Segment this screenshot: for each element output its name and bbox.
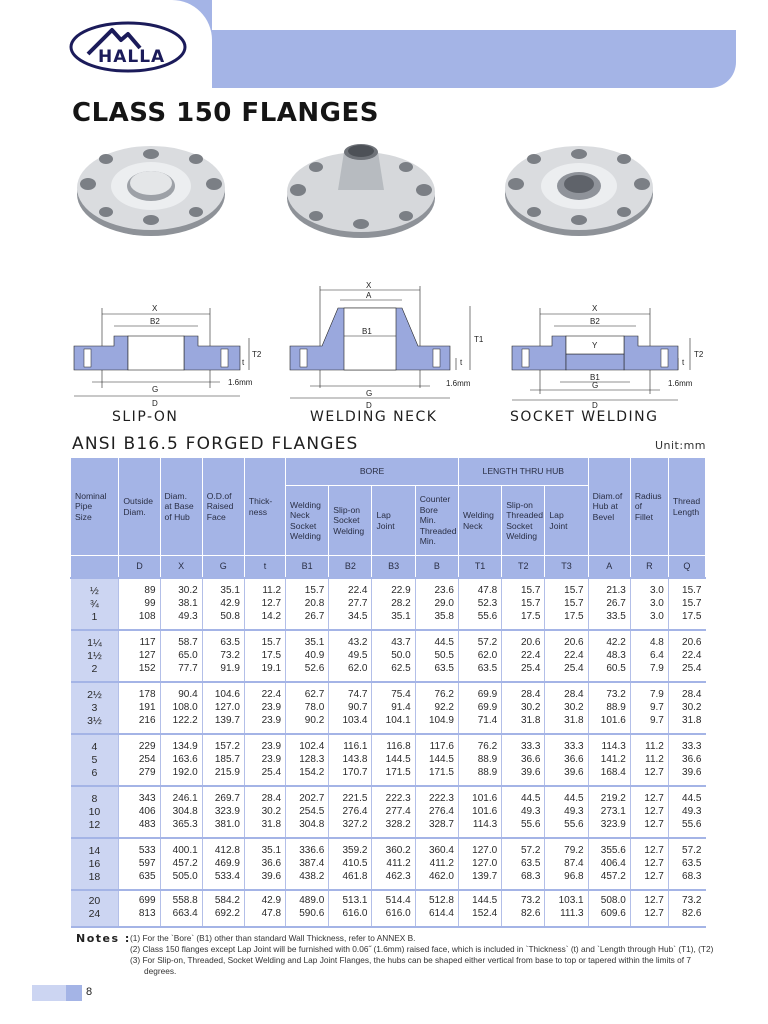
table-cell: 116.8 144.5 171.5 — [372, 734, 415, 786]
table-cell: 33.3 36.6 39.6 — [668, 734, 705, 786]
notes-heading: Notes : — [76, 932, 131, 945]
halla-logo — [68, 20, 188, 74]
column-symbol: X — [160, 556, 202, 578]
svg-text:X: X — [152, 304, 158, 313]
table-cell: 44.5 49.3 55.6 — [668, 786, 705, 838]
col-label-length-slip-on: Slip-on Threaded Socket Welding — [502, 486, 545, 556]
svg-text:B1: B1 — [362, 327, 372, 336]
col-label-nominal-pipe-size: Nominal Pipe Size — [71, 458, 119, 556]
svg-text:G: G — [592, 381, 599, 390]
svg-text:T2: T2 — [252, 350, 262, 359]
col-label-bore-welding-neck: Welding Neck Socket Welding — [286, 486, 329, 556]
page-number: 8 — [86, 986, 93, 998]
svg-text:X: X — [592, 304, 598, 313]
table-cell: 76.2 92.2 104.9 — [415, 682, 458, 734]
table-cell: 117.6 144.5 171.5 — [415, 734, 458, 786]
table-cell: 57.2 63.5 68.3 — [502, 838, 545, 890]
table-cell: 699 813 — [119, 890, 160, 927]
col-label-diam-hub-bevel: Diam.of Hub at Bevel — [588, 458, 630, 556]
table-cell: 30.2 38.1 49.3 — [160, 578, 202, 630]
pipe-size-cell: 2½ 3 3½ — [71, 682, 119, 734]
table-cell: 489.0 590.6 — [286, 890, 329, 927]
table-cell: 513.1 616.0 — [329, 890, 372, 927]
pipe-size-cell: ½ ¾ 1 — [71, 578, 119, 630]
symbol-blank — [71, 556, 119, 578]
socket-welding-drawing — [500, 278, 715, 410]
col-label-bore-slip-on: Slip-on Socket Welding — [329, 486, 372, 556]
column-symbol: B3 — [372, 556, 415, 578]
table-cell: 28.4 30.2 31.8 — [244, 786, 285, 838]
table-cell: 359.2 410.5 461.8 — [329, 838, 372, 890]
table-cell: 33.3 36.6 39.6 — [502, 734, 545, 786]
table-cell: 222.3 277.4 328.2 — [372, 786, 415, 838]
pipe-size-cell: 20 24 — [71, 890, 119, 927]
table-cell: 222.3 276.4 328.7 — [415, 786, 458, 838]
pipe-size-cell: 8 10 12 — [71, 786, 119, 838]
col-label-length-welding-neck: Welding Neck — [458, 486, 501, 556]
table-cell: 144.5 152.4 — [458, 890, 501, 927]
notes-list — [130, 933, 720, 977]
table-cell: 28.4 30.2 31.8 — [502, 682, 545, 734]
table-cell: 20.6 22.4 25.4 — [545, 630, 588, 682]
svg-text:1.6mm: 1.6mm — [446, 379, 471, 388]
svg-text:D: D — [152, 399, 158, 408]
note-item: (1) For the `Bore` (B1) other than standard Wall Thickness, refer to ANNEX B. — [130, 933, 416, 943]
table-cell: 12.7 12.7 — [630, 890, 668, 927]
table-cell: 355.6 406.4 457.2 — [588, 838, 630, 890]
table-cell: 229 254 279 — [119, 734, 160, 786]
table-cell: 101.6 101.6 114.3 — [458, 786, 501, 838]
table-cell: 90.4 108.0 122.2 — [160, 682, 202, 734]
group-header-bore: BORE — [286, 458, 459, 486]
table-row-group — [71, 682, 706, 734]
svg-text:A: A — [366, 291, 372, 300]
col-label-counter-bore: Counter Bore Min. Threaded Min. — [415, 486, 458, 556]
svg-text:Y: Y — [592, 341, 598, 350]
table-cell: 63.5 73.2 91.9 — [202, 630, 244, 682]
table-cell: 178 191 216 — [119, 682, 160, 734]
svg-text:G: G — [152, 385, 159, 394]
slip-on-drawing — [62, 278, 272, 410]
table-cell: 47.8 52.3 55.6 — [458, 578, 501, 630]
table-cell: 512.8 614.4 — [415, 890, 458, 927]
table-cell: 89 99 108 — [119, 578, 160, 630]
table-cell: 57.2 63.5 68.3 — [668, 838, 705, 890]
welding-neck-flange-photo — [282, 132, 440, 242]
table-cell: 20.6 22.4 25.4 — [668, 630, 705, 682]
logo-text: HALLA — [98, 47, 166, 67]
table-cell: 75.4 91.4 104.1 — [372, 682, 415, 734]
table-cell: 11.2 11.2 12.7 — [630, 734, 668, 786]
table-cell: 400.1 457.2 505.0 — [160, 838, 202, 890]
table-cell: 74.7 90.7 103.4 — [329, 682, 372, 734]
table-cell: 514.4 616.0 — [372, 890, 415, 927]
table-cell: 360.4 411.2 462.0 — [415, 838, 458, 890]
svg-text:1.6mm: 1.6mm — [228, 378, 253, 387]
table-cell: 584.2 692.2 — [202, 890, 244, 927]
table-cell: 558.8 663.4 — [160, 890, 202, 927]
table-row-group — [71, 838, 706, 890]
col-label-radius-fillet: Radius of Fillet — [630, 458, 668, 556]
table-cell: 360.2 411.2 462.3 — [372, 838, 415, 890]
svg-text:t: t — [682, 358, 685, 367]
table-cell: 117 127 152 — [119, 630, 160, 682]
table-cell: 102.4 128.3 154.2 — [286, 734, 329, 786]
svg-text:B2: B2 — [590, 317, 600, 326]
table-cell: 12.7 12.7 12.7 — [630, 786, 668, 838]
table-cell: 134.9 163.6 192.0 — [160, 734, 202, 786]
table-cell: 127.0 127.0 139.7 — [458, 838, 501, 890]
note-item: (2) Class 150 flanges except Lap Joint will be furnished with 0.06˝ (1.6mm) raised face, which is included in `Thickness` (t) and `Length through Hub` (T1), (T2) — [130, 944, 714, 954]
table-header — [71, 458, 706, 578]
table-cell: 15.7 17.5 19.1 — [244, 630, 285, 682]
table-cell: 15.7 20.8 26.7 — [286, 578, 329, 630]
table-cell: 116.1 143.8 170.7 — [329, 734, 372, 786]
table-cell: 7.9 9.7 9.7 — [630, 682, 668, 734]
table-cell: 15.7 15.7 17.5 — [545, 578, 588, 630]
svg-text:1.6mm: 1.6mm — [668, 379, 693, 388]
table-cell: 21.3 26.7 33.5 — [588, 578, 630, 630]
table-row-group — [71, 890, 706, 927]
col-label-od-raised-face: O.D.of Raised Face — [202, 458, 244, 556]
table-cell: 114.3 141.2 168.4 — [588, 734, 630, 786]
table-cell: 157.2 185.7 215.9 — [202, 734, 244, 786]
table-cell: 33.3 36.6 39.6 — [545, 734, 588, 786]
table-cell: 44.5 49.3 55.6 — [502, 786, 545, 838]
footer-block — [66, 985, 82, 1001]
table-row-group — [71, 786, 706, 838]
svg-text:G: G — [366, 389, 373, 398]
svg-text:D: D — [592, 401, 598, 410]
column-symbol: T1 — [458, 556, 501, 578]
table-cell: 42.9 47.8 — [244, 890, 285, 927]
table-cell: 15.7 15.7 17.5 — [668, 578, 705, 630]
column-symbol: D — [119, 556, 160, 578]
column-symbols-row — [71, 556, 706, 578]
table-cell: 269.7 323.9 381.0 — [202, 786, 244, 838]
slip-on-flange-photo — [72, 132, 230, 242]
column-symbol: R — [630, 556, 668, 578]
table-cell: 62.7 78.0 90.2 — [286, 682, 329, 734]
caption-socket-welding: SOCKET WELDING — [510, 409, 659, 425]
table-cell: 15.7 15.7 17.5 — [502, 578, 545, 630]
column-symbol: B — [415, 556, 458, 578]
table-cell: 104.6 127.0 139.7 — [202, 682, 244, 734]
welding-neck-drawing — [280, 278, 500, 410]
column-symbol: T2 — [502, 556, 545, 578]
table-cell: 73.2 82.6 — [502, 890, 545, 927]
table-cell: 69.9 69.9 71.4 — [458, 682, 501, 734]
col-label-outside-diam: Outside Diam. — [119, 458, 160, 556]
pipe-size-cell: 14 16 18 — [71, 838, 119, 890]
table-cell: 28.4 30.2 31.8 — [668, 682, 705, 734]
table-cell: 35.1 42.9 50.8 — [202, 578, 244, 630]
table-cell: 43.7 50.0 62.5 — [372, 630, 415, 682]
svg-text:T2: T2 — [694, 350, 704, 359]
note-item: (3) For Slip-on, Threaded, Socket Welding and Lap Joint Flanges, the hubs can be shaped either vertical from base to top or tapered within the limits of 7 degrees. — [130, 955, 691, 976]
table-cell: 22.4 27.7 34.5 — [329, 578, 372, 630]
table-cell: 73.2 88.9 101.6 — [588, 682, 630, 734]
column-symbol: t — [244, 556, 285, 578]
table-cell: 23.9 23.9 25.4 — [244, 734, 285, 786]
table-cell: 3.0 3.0 3.0 — [630, 578, 668, 630]
table-cell: 20.6 22.4 25.4 — [502, 630, 545, 682]
svg-text:B1: B1 — [590, 373, 600, 382]
col-label-thickness: Thick- ness — [244, 458, 285, 556]
pipe-size-cell: 4 5 6 — [71, 734, 119, 786]
table-cell: 336.6 387.4 438.2 — [286, 838, 329, 890]
table-cell: 246.1 304.8 365.3 — [160, 786, 202, 838]
table-cell: 22.4 23.9 23.9 — [244, 682, 285, 734]
table-cell: 42.2 48.3 60.5 — [588, 630, 630, 682]
column-symbol: Q — [668, 556, 705, 578]
table-cell: 533 597 635 — [119, 838, 160, 890]
column-symbol: G — [202, 556, 244, 578]
group-header-length-thru-hub: LENGTH THRU HUB — [458, 458, 588, 486]
unit-label: Unit:mm — [654, 439, 706, 452]
table-cell: 4.8 6.4 7.9 — [630, 630, 668, 682]
table-cell: 11.2 12.7 14.2 — [244, 578, 285, 630]
table-cell: 57.2 62.0 63.5 — [458, 630, 501, 682]
table-row-group — [71, 630, 706, 682]
table-cell: 58.7 65.0 77.7 — [160, 630, 202, 682]
table-cell: 35.1 36.6 39.6 — [244, 838, 285, 890]
table-cell: 221.5 276.4 327.2 — [329, 786, 372, 838]
table-cell: 28.4 30.2 31.8 — [545, 682, 588, 734]
table-row-group — [71, 578, 706, 630]
caption-slip-on: SLIP-ON — [112, 409, 179, 425]
svg-text:t: t — [460, 358, 463, 367]
column-symbol: B1 — [286, 556, 329, 578]
header-stripe — [212, 0, 736, 30]
col-label-length-lap-joint: Lap Joint — [545, 486, 588, 556]
svg-text:T1: T1 — [474, 335, 484, 344]
column-symbol: A — [588, 556, 630, 578]
table-row-group — [71, 734, 706, 786]
socket-welding-flange-photo — [500, 132, 658, 242]
table-cell: 79.2 87.4 96.8 — [545, 838, 588, 890]
pipe-size-cell: 1¼ 1½ 2 — [71, 630, 119, 682]
table-cell: 202.7 254.5 304.8 — [286, 786, 329, 838]
table-cell: 12.7 12.7 12.7 — [630, 838, 668, 890]
flange-dimension-table — [70, 457, 706, 928]
table-body — [71, 578, 706, 927]
column-symbol: T3 — [545, 556, 588, 578]
col-label-bore-lap-joint: Lap Joint — [372, 486, 415, 556]
svg-text:X: X — [366, 281, 372, 290]
page-title: CLASS 150 FLANGES — [72, 98, 379, 128]
svg-text:t: t — [242, 358, 245, 367]
svg-text:D: D — [366, 401, 372, 410]
table-cell: 343 406 483 — [119, 786, 160, 838]
caption-welding-neck: WELDING NECK — [310, 409, 438, 425]
table-cell: 22.9 28.2 35.1 — [372, 578, 415, 630]
col-label-diam-base-hub: Diam. at Base of Hub — [160, 458, 202, 556]
table-cell: 44.5 49.3 55.6 — [545, 786, 588, 838]
table-cell: 44.5 50.5 63.5 — [415, 630, 458, 682]
table-cell: 76.2 88.9 88.9 — [458, 734, 501, 786]
table-cell: 219.2 273.1 323.9 — [588, 786, 630, 838]
table-cell: 103.1 111.3 — [545, 890, 588, 927]
svg-text:B2: B2 — [150, 317, 160, 326]
column-symbol: B2 — [329, 556, 372, 578]
table-cell: 35.1 40.9 52.6 — [286, 630, 329, 682]
table-cell: 508.0 609.6 — [588, 890, 630, 927]
table-title: ANSI B16.5 FORGED FLANGES — [72, 434, 359, 454]
table-cell: 23.6 29.0 35.8 — [415, 578, 458, 630]
table-cell: 43.2 49.5 62.0 — [329, 630, 372, 682]
table-cell: 412.8 469.9 533.4 — [202, 838, 244, 890]
col-label-thread-length: Thread Length — [668, 458, 705, 556]
table-cell: 73.2 82.6 — [668, 890, 705, 927]
